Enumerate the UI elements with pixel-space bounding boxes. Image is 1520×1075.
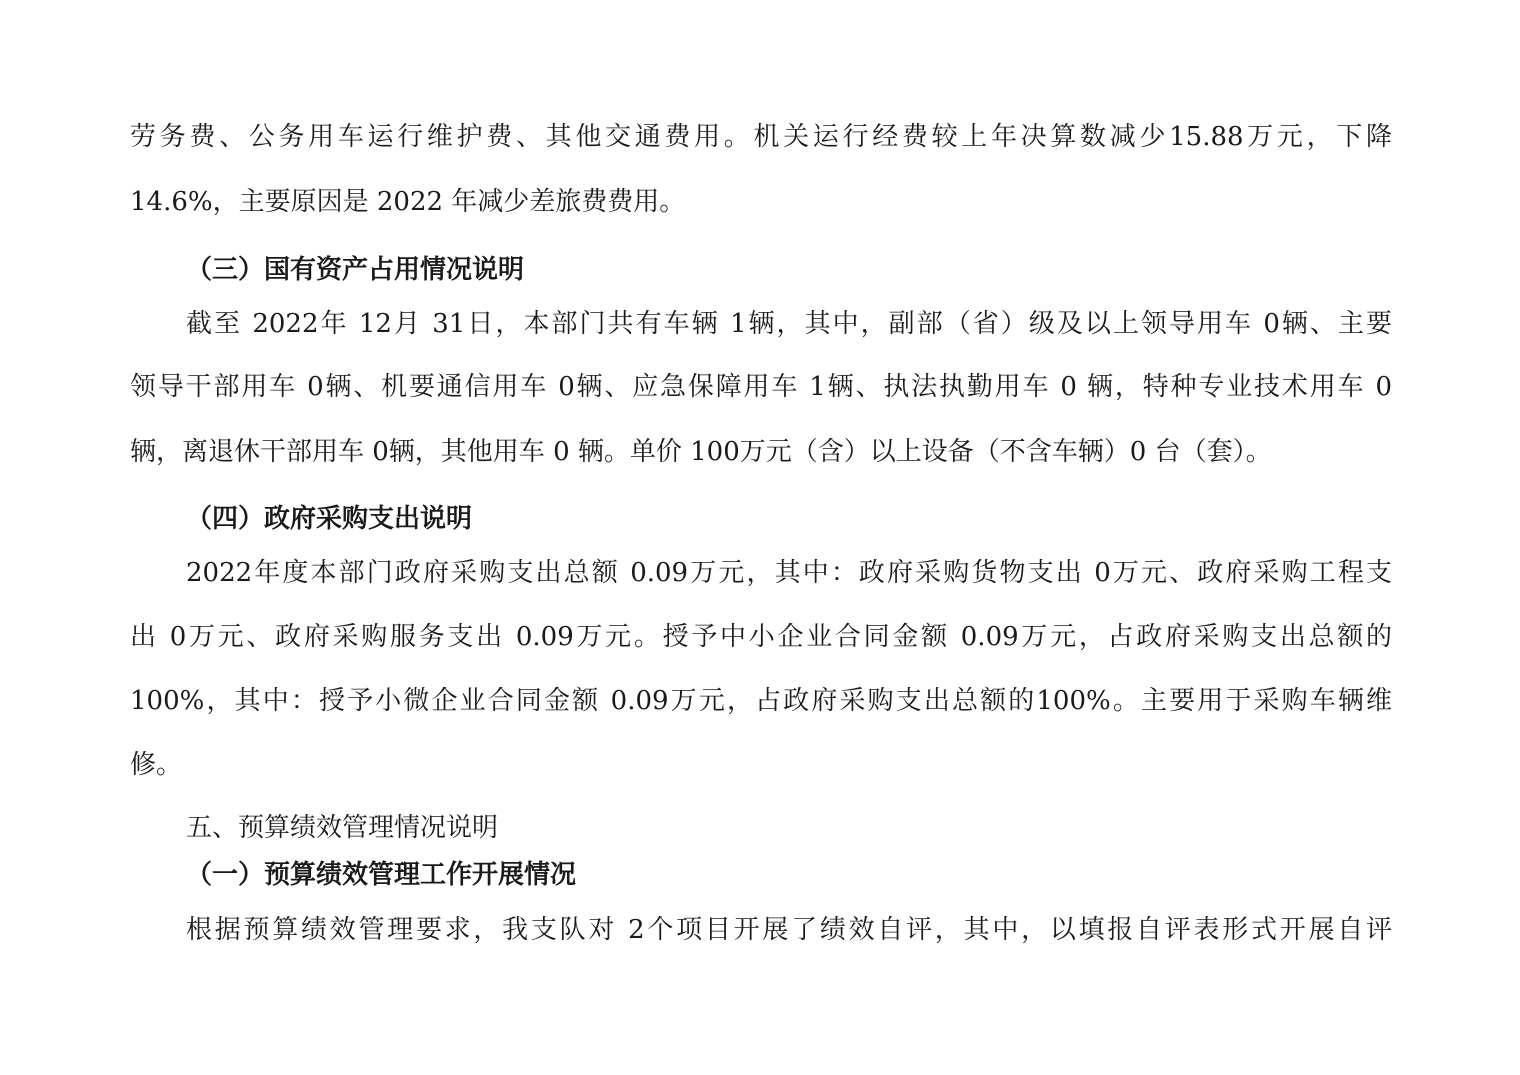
paragraph-line: 根据预算绩效管理要求，我支队对 2个项目开展了绩效自评，其中，以填报自评表形式开展自评: [186, 915, 1392, 945]
paragraph-line: 2022年度本部门政府采购支出总额 0.09万元，其中：政府采购货物支出 0万元、政府采购工程支: [186, 558, 1392, 588]
paragraph-line: 出 0万元、政府采购服务支出 0.09万元。授予中小企业合同金额 0.09万元，占政府采购支出总额的: [130, 622, 1392, 652]
paragraph-line: 14.6%，主要原因是 2022 年减少差旅费费用。: [130, 187, 686, 217]
paragraph-line: 劳务费、公务用车运行维护费、其他交通费用。机关运行经费较上年决算数减少15.88万元，下降: [130, 122, 1392, 152]
section-heading-performance: 五、预算绩效管理情况说明: [186, 813, 499, 843]
paragraph-line: 领导干部用车 0辆、机要通信用车 0辆、应急保障用车 1辆、执法执勤用车 0 辆，特种专业技术用车 0: [130, 372, 1392, 402]
paragraph-line: 辆，离退休干部用车 0辆，其他用车 0 辆。单价 100万元（含）以上设备（不含车辆）0 台（套）。: [130, 437, 1272, 467]
subsection-heading-performance-work: （一）预算绩效管理工作开展情况: [186, 860, 577, 890]
paragraph-line: 修。: [130, 750, 183, 780]
section-heading-assets: （三）国有资产占用情况说明: [186, 255, 525, 285]
section-heading-procurement: （四）政府采购支出说明: [186, 504, 473, 534]
paragraph-line: 截至 2022年 12月 31日，本部门共有车辆 1辆，其中，副部（省）级及以上领导用车 0辆、主要: [186, 309, 1392, 339]
paragraph-line: 100%，其中：授予小微企业合同金额 0.09万元，占政府采购支出总额的100%。主要用于采购车辆维: [130, 686, 1392, 716]
